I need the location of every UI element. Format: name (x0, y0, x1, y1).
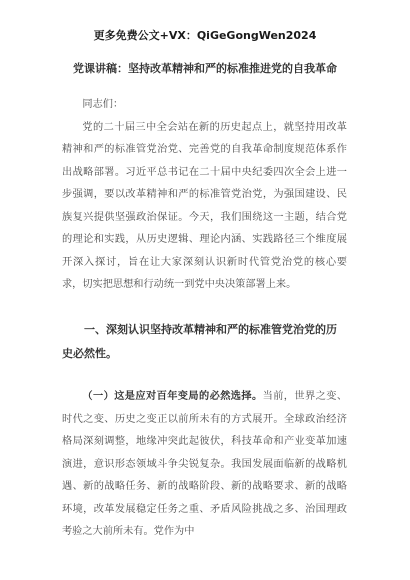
intro-paragraph: 党的二十届三中全会站在新的历史起点上，就坚持用改革精神和严的标准管党治党、完善党的自我革命制度规范体系作出战略部署。习近平总书记在二十届中央纪委四次全会上进一步强调，要以改革精神和严的标准管党治党，为强国建设、民族复兴提供坚强政治保证。今天，我们围绕这一主题，结合党的理论和实践，从历史逻辑、理论内涵、实践路径三个维度展开深入探讨，旨在让大家深刻认识新时代管党治党的核心要求，切实把思想和行动统一到党中央决策部署上来。 (62, 121, 347, 290)
subsection-1-heading: （一）这是应对百年变局的必然选择。 (82, 390, 263, 402)
promo-header: 更多免费公文+VX：QiGeGongWen2024 (93, 29, 317, 42)
subsection-1-paragraph (62, 385, 347, 544)
section-heading-1: 一、深刻认识坚持改革精神和严的标准管党治党的历史必然性。 (62, 323, 337, 360)
document-title: 党课讲稿：坚持改革精神和严的标准推进党的自我革命 (73, 62, 337, 75)
subsection-1 (62, 385, 347, 544)
intro-block (62, 94, 347, 297)
salutation: 同志们： (82, 99, 124, 110)
subsection-1-text: 当前，世界之变、时代之变、历史之变正以前所未有的方式展开。全球政治经济格局深刻调整，地缘冲突此起彼伏，科技革命和产业变革加速演进，意识形态领域斗争尖锐复杂。我国发展面临新的战略机遇、新的战略任务、新的战略阶段、新的战略要求、新的战略环境，改革发展稳定任务之重、矛盾风险挑战之多、治国理政考验之大前所未有。党作为中 (62, 391, 348, 537)
